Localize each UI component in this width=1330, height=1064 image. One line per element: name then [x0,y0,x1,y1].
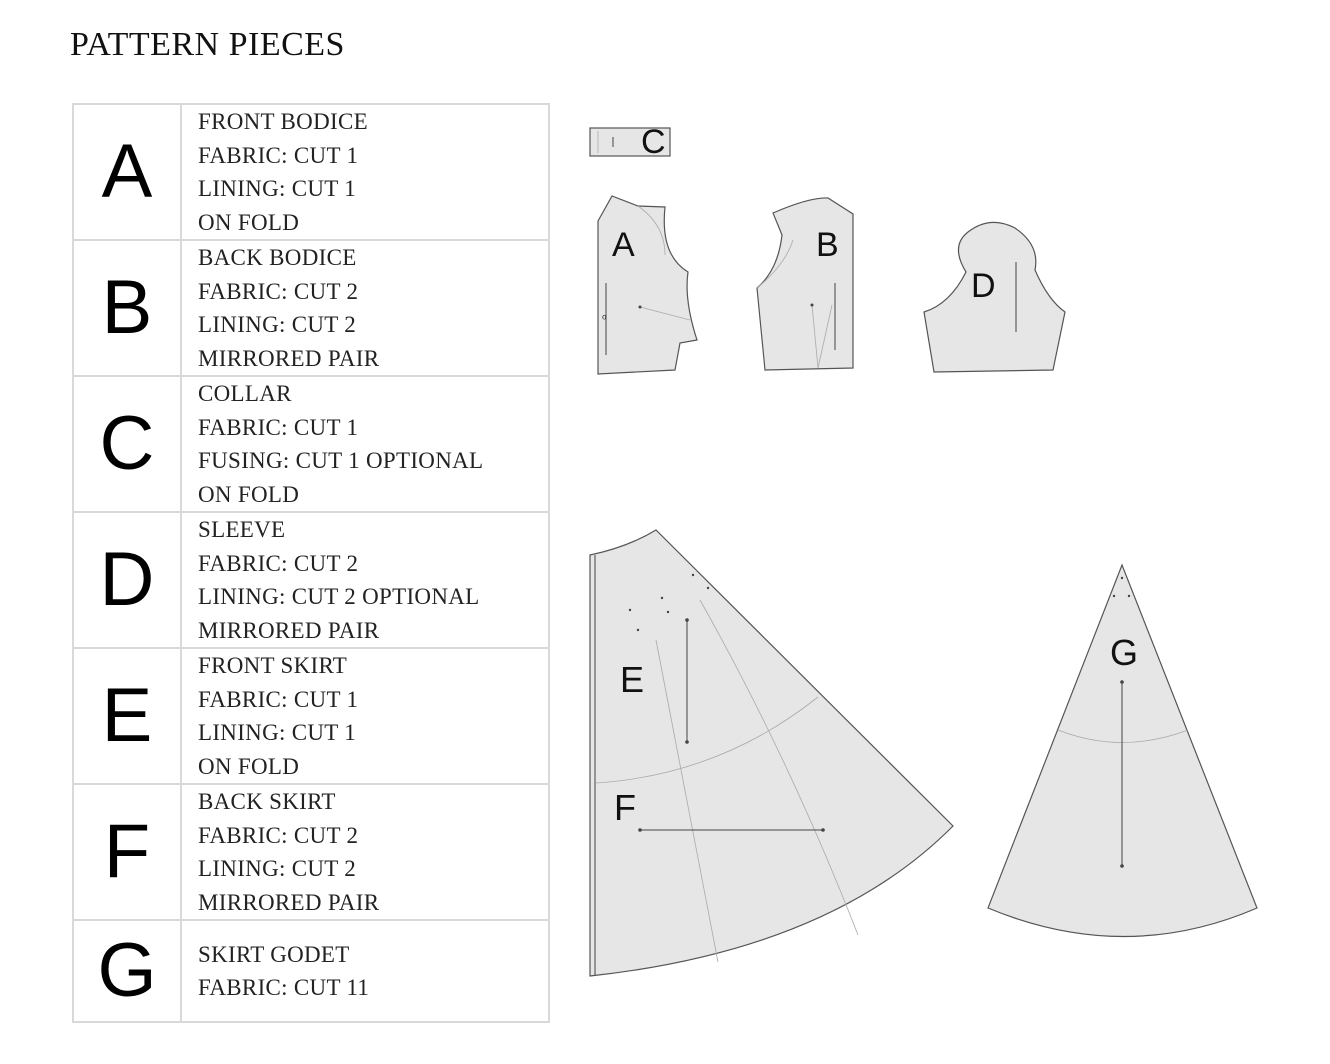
piece-cut-line: MIRRORED PAIR [198,889,380,915]
pattern-piece-collar [590,123,670,161]
piece-cut-line: FABRIC: CUT 2 [198,550,359,576]
piece-label-b: B [816,226,839,264]
piece-cut-line: LINING: CUT 2 OPTIONAL [198,584,480,609]
piece-letter: G [73,920,181,1022]
piece-cut-line: LINING: CUT 1 [198,176,357,201]
piece-label-c: C [641,123,666,161]
piece-cut-line: MIRRORED PAIR [198,345,380,371]
piece-cut-line: ON FOLD [198,753,300,779]
piece-cut-line: ON FOLD [198,481,300,507]
pattern-piece-back-bodice [757,198,853,370]
piece-cut-line: MIRRORED PAIR [198,617,380,643]
piece-cut-line: FABRIC: CUT 2 [198,278,359,304]
piece-cut-line: LINING: CUT 2 [198,312,357,337]
piece-letter: F [73,784,181,920]
piece-cut-line: FABRIC: CUT 11 [198,975,370,1000]
piece-label-f: F [614,787,636,828]
piece-cut-line: ON FOLD [198,209,300,235]
piece-cut-line: FABRIC: CUT 2 [198,822,359,848]
piece-name: SLEEVE [198,517,286,542]
piece-name: FRONT BODICE [198,109,368,134]
piece-cut-line: LINING: CUT 1 [198,720,357,745]
piece-letter: C [73,376,181,512]
piece-name: BACK SKIRT [198,789,336,814]
piece-letter: D [73,512,181,648]
pattern-piece-front-bodice [598,196,697,374]
pattern-piece-sleeve [924,222,1065,372]
piece-cut-line: FABRIC: CUT 1 [198,142,359,168]
piece-cut-line: FUSING: CUT 1 OPTIONAL [198,448,484,473]
piece-name: COLLAR [198,381,292,406]
pattern-piece-godet [988,565,1257,937]
pattern-piece-skirt [590,530,953,976]
piece-cut-line: LINING: CUT 2 [198,856,357,881]
page-title: PATTERN PIECES [70,26,345,63]
piece-name: FRONT SKIRT [198,653,348,678]
piece-name: BACK BODICE [198,245,357,270]
piece-label-e: E [620,659,645,700]
piece-label-a: A [612,226,635,264]
notch-mark: ⁰ [602,314,607,326]
piece-letter: E [73,648,181,784]
piece-label-d: D [971,267,996,305]
piece-cut-line: FABRIC: CUT 1 [198,686,359,712]
piece-letter: A [73,104,181,240]
piece-cut-line: FABRIC: CUT 1 [198,414,359,440]
piece-letter: B [73,240,181,376]
piece-label-g: G [1110,632,1139,673]
piece-name: SKIRT GODET [198,941,350,967]
